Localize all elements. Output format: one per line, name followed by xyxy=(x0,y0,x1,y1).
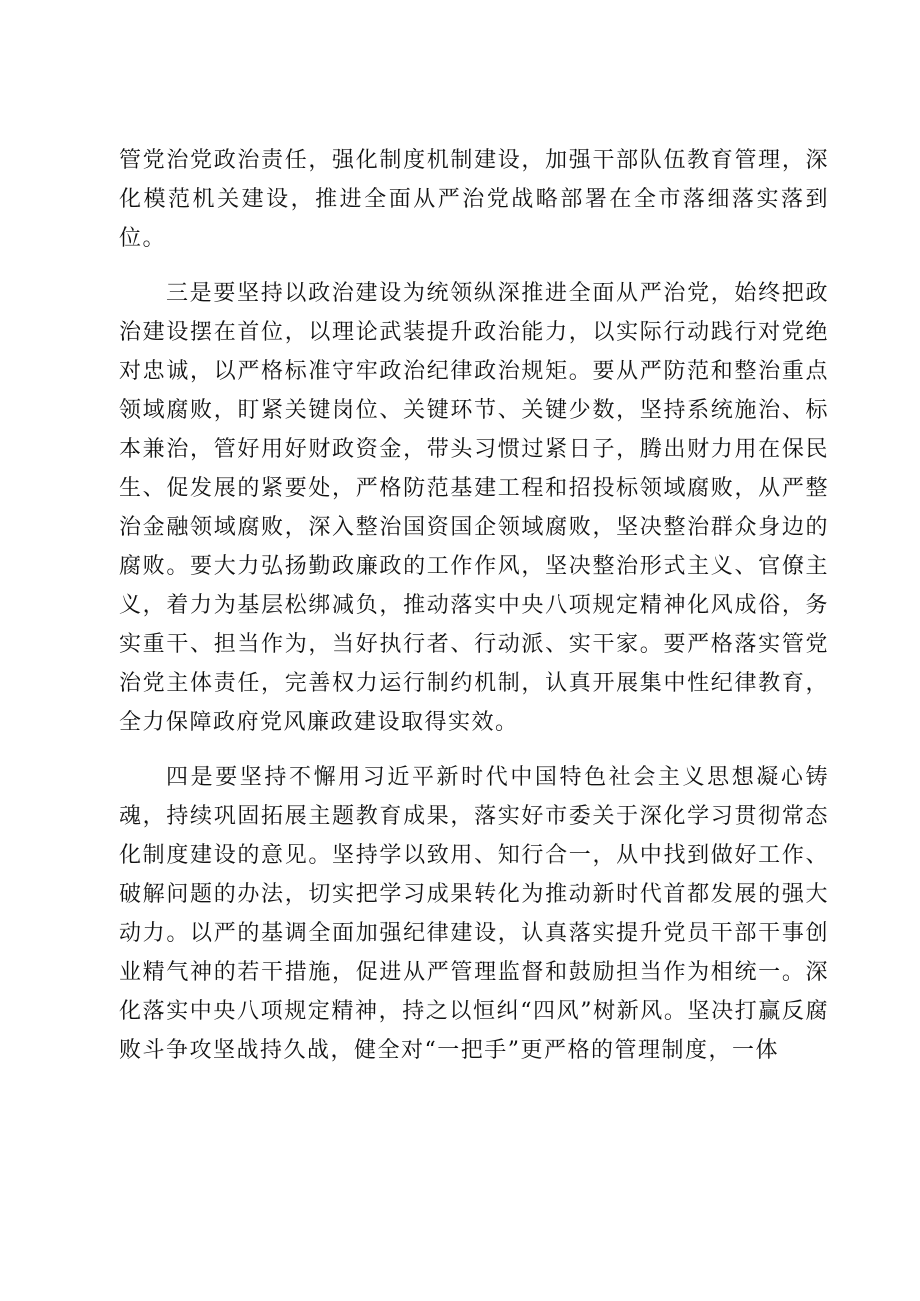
paragraph-continuation: 管党治党政治责任，强化制度机制建设，加强干部队伍教育管理，深化模范机关建设，推进全面从严治党战略部署在全市落细落实落到位。 xyxy=(119,148,829,251)
document-body xyxy=(119,141,829,1070)
paragraph-point-four: 四是要坚持不懈用习近平新时代中国特色社会主义思想凝心铸魂，持续巩固拓展主题教育成果，落实好市委关于深化学习贯彻常态化制度建设的意见。坚持学以致用、知行合一，从中找到做好工作、破解问题的办法，切实把学习成果转化为推动新时代首都发展的强大动力。以严的基调全面加强纪律建设，认真落实提升党员干部干事创业精气神的若干措施，促进从严管理监督和鼓励担当作为相统一。深化落实中央八项规定精神，持之以恒纠“四风”树新风。坚决打赢反腐败斗争攻坚战持久战，健全对“一把手”更严格的管理制度，一体 xyxy=(119,765,829,1063)
paragraph-point-three: 三是要坚持以政治建设为统领纵深推进全面从严治党，始终把政治建设摆在首位，以理论武装提升政治能力，以实际行动践行对党绝对忠诚，以严格标准守牢政治纪律政治规矩。要从严防范和整治重点领域腐败，盯紧关键岗位、关键环节、关键少数，坚持系统施治、标本兼治，管好用好财政资金，带头习惯过紧日子，腾出财力用在保民生、促发展的紧要处，严格防范基建工程和招投标领域腐败，从严整治金融领域腐败，深入整治国资国企领域腐败，坚决整治群众身边的腐败。要大力弘扬勤政廉政的工作作风，坚决整治形式主义、官僚主义，着力为基层松绑减负，推动落实中央八项规定精神化风成俗，务实重干、担当作为，当好执行者、行动派、实干家。要严格落实管党治党主体责任，完善权力运行制约机制，认真开展集中性纪律教育，全力保障政府党风廉政建设取得实效。 xyxy=(119,281,829,735)
